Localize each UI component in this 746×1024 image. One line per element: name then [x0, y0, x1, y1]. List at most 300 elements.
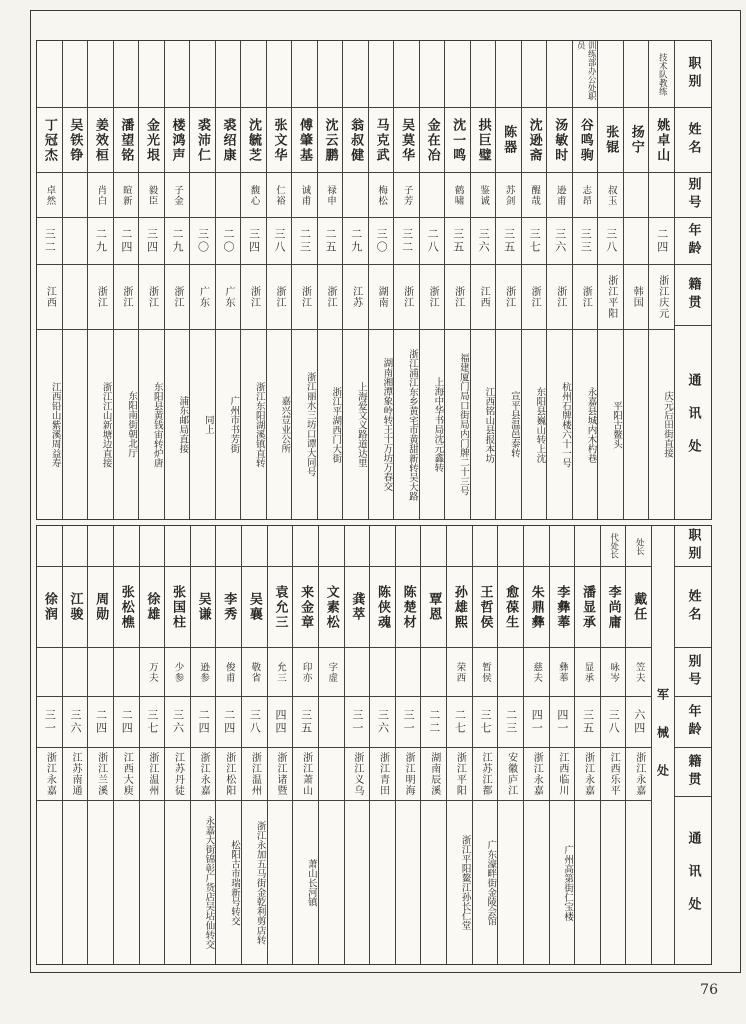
address-cell: 浙江江山新塘边直接 — [100, 381, 112, 468]
alias-cell: 慈夫 — [524, 648, 549, 697]
address-cell: 上海爱文义路道达里 — [355, 381, 367, 468]
role-cell — [524, 526, 549, 567]
origin-cell: 浙江平阳 — [447, 748, 472, 801]
alias-cell: 毅臣 — [139, 173, 164, 218]
origin-cell: 浙江 — [292, 265, 317, 330]
age-cell: 三四 — [139, 218, 164, 265]
address-cell — [601, 801, 626, 964]
origin-cell: 浙江萧山 — [293, 748, 318, 801]
address-cell: 浙江平湖西门大街 — [330, 386, 342, 463]
alias-cell: 咏岑 — [601, 648, 626, 697]
age-cell: 三六 — [471, 218, 496, 265]
header-age: 年龄 — [675, 218, 711, 265]
header-origin: 籍贯 — [675, 748, 711, 797]
origin-cell: 浙江 — [547, 265, 572, 330]
origin-cell: 江苏 — [343, 265, 368, 330]
address-cell — [319, 801, 344, 964]
role-cell — [598, 41, 623, 108]
address-cell — [498, 801, 523, 964]
alias-cell — [216, 173, 241, 218]
role-cell — [420, 41, 445, 108]
role-cell — [63, 526, 88, 567]
age-cell: 二四 — [649, 218, 674, 265]
role-cell: 训练部办公处职员 — [573, 41, 598, 108]
address-cell: 江西铭山县报本坊 — [483, 386, 495, 463]
age-cell: 二四 — [88, 697, 113, 748]
origin-cell: 浙江义乌 — [345, 748, 370, 801]
role-cell — [343, 41, 368, 108]
age-cell: 三一 — [37, 697, 62, 748]
alias-cell — [88, 648, 113, 697]
age-cell: 三〇 — [190, 218, 215, 265]
name-cell: 沈毓芝 — [241, 108, 266, 173]
name-cell: 汤敏时 — [547, 108, 572, 173]
alias-cell: 禄申 — [318, 173, 343, 218]
person-column — [393, 41, 419, 519]
alias-cell: 逊参 — [191, 648, 216, 697]
address-cell — [421, 801, 446, 964]
origin-cell: 湖南 — [369, 265, 394, 330]
address-cell: 东阳县黄钱宙转炉唐 — [151, 381, 163, 468]
name-cell: 吴谦 — [191, 567, 216, 648]
name-cell: 李彝菶 — [550, 567, 575, 648]
name-cell: 翁叔健 — [343, 108, 368, 173]
role-cell — [345, 526, 370, 567]
address-cell: 浙江浦江东乡黄宅市黄甜新转吴大路 — [406, 348, 418, 501]
alias-cell: 志昂 — [573, 173, 598, 218]
table-section-bottom — [36, 525, 712, 965]
role-cell — [319, 526, 344, 567]
person-column — [164, 526, 190, 964]
origin-cell: 湖南辰溪 — [421, 748, 446, 801]
alias-cell: 彝菶 — [550, 648, 575, 697]
name-cell: 徐雄 — [140, 567, 165, 648]
name-cell: 李尚庸 — [601, 567, 626, 648]
origin-cell: 浙江 — [445, 265, 470, 330]
origin-cell: 江苏南通 — [63, 748, 88, 801]
person-column — [318, 526, 344, 964]
name-cell: 愈葆生 — [498, 567, 523, 648]
person-column — [87, 41, 113, 519]
alias-cell: 俊甫 — [216, 648, 241, 697]
age-cell: 三七 — [140, 697, 165, 748]
person-column — [62, 526, 88, 964]
origin-cell: 浙江 — [394, 265, 419, 330]
address-cell: 浙江丽水三坊口谭大同号 — [304, 372, 316, 477]
age-cell: 三四 — [241, 218, 266, 265]
alias-cell — [190, 173, 215, 218]
role-cell — [496, 41, 521, 108]
person-column — [292, 526, 318, 964]
name-cell: 姚卓山 — [649, 108, 674, 173]
role-cell — [396, 526, 421, 567]
alias-cell: 苏剑 — [496, 173, 521, 218]
alias-cell: 诚甫 — [292, 173, 317, 218]
alias-cell — [421, 648, 446, 697]
header-name: 姓名 — [675, 108, 711, 173]
role-cell — [445, 41, 470, 108]
name-cell: 陈器 — [496, 108, 521, 173]
origin-cell: 浙江诸暨 — [268, 748, 293, 801]
person-column — [497, 526, 523, 964]
person-column — [344, 526, 370, 964]
person-column — [190, 526, 216, 964]
alias-cell — [63, 173, 88, 218]
person-column — [625, 526, 651, 964]
name-cell: 沈云鹏 — [318, 108, 343, 173]
name-cell: 沈逊斋 — [522, 108, 547, 173]
alias-cell — [114, 648, 139, 697]
name-cell: 傅肇基 — [292, 108, 317, 173]
role-cell — [575, 526, 600, 567]
role-cell — [447, 526, 472, 567]
age-cell: 三六 — [370, 697, 395, 748]
name-cell: 张国柱 — [165, 567, 190, 648]
name-cell: 张文华 — [267, 108, 292, 173]
origin-cell — [319, 748, 344, 801]
person-column — [446, 526, 472, 964]
alias-cell: 醒哉 — [522, 173, 547, 218]
name-cell: 拱巨璧 — [471, 108, 496, 173]
name-cell: 吴襄 — [242, 567, 267, 648]
name-cell: 潘望铭 — [114, 108, 139, 173]
age-cell: 三三 — [573, 218, 598, 265]
person-column — [549, 526, 575, 964]
alias-cell: 字虚 — [319, 648, 344, 697]
origin-cell: 浙江 — [573, 265, 598, 330]
person-column — [317, 41, 343, 519]
origin-cell: 广东 — [216, 265, 241, 330]
age-cell — [319, 697, 344, 748]
name-cell: 徐润 — [37, 567, 62, 648]
origin-cell: 浙江 — [318, 265, 343, 330]
address-cell: 萧山长河镇 — [305, 858, 317, 907]
age-cell: 三八 — [598, 218, 623, 265]
role-cell — [88, 41, 113, 108]
age-cell: 三六 — [63, 697, 88, 748]
alias-cell: 逊甫 — [547, 173, 572, 218]
age-cell: 三二 — [394, 218, 419, 265]
alias-cell: 鉴诚 — [471, 173, 496, 218]
address-cell — [624, 330, 649, 519]
age-cell: 三二 — [37, 218, 62, 265]
role-cell — [191, 526, 216, 567]
address-cell — [88, 801, 113, 964]
age-cell: 二八 — [420, 218, 445, 265]
name-cell: 楼鸿声 — [165, 108, 190, 173]
alias-cell: 少参 — [165, 648, 190, 697]
alias-cell: 印亦 — [293, 648, 318, 697]
role-cell — [216, 526, 241, 567]
name-cell: 马克武 — [369, 108, 394, 173]
address-cell: 杭州石牌楼六十一号 — [559, 381, 571, 468]
name-cell: 吴莫华 — [394, 108, 419, 173]
header-address: 通讯处 — [685, 373, 701, 472]
alias-cell: 暄新 — [114, 173, 139, 218]
person-column — [215, 41, 241, 519]
name-cell: 袁允三 — [268, 567, 293, 648]
person-column — [139, 526, 165, 964]
origin-cell — [63, 265, 88, 330]
person-column — [266, 41, 292, 519]
address-cell: 庆元后田街直接 — [662, 391, 673, 458]
person-column — [138, 41, 164, 519]
person-column — [241, 526, 267, 964]
header-age: 年龄 — [675, 697, 711, 748]
age-cell: 二二 — [421, 697, 446, 748]
address-cell — [268, 801, 293, 964]
address-cell: 湖南湘潭象岭转王十万坊万春交 — [381, 358, 393, 491]
age-cell: 三五 — [496, 218, 521, 265]
role-cell — [370, 526, 395, 567]
age-cell: 四四 — [268, 697, 293, 748]
address-cell — [396, 801, 421, 964]
role-cell — [550, 526, 575, 567]
role-cell — [292, 41, 317, 108]
origin-cell: 浙江青田 — [370, 748, 395, 801]
address-cell: 广州高第街仁宝楼 — [562, 844, 574, 921]
role-cell — [522, 41, 547, 108]
alias-cell: 子芳 — [394, 173, 419, 218]
header-role: 职别 — [675, 526, 711, 567]
alias-cell — [343, 173, 368, 218]
role-cell — [88, 526, 113, 567]
name-cell: 江骏 — [63, 567, 88, 648]
role-cell — [37, 526, 62, 567]
address-cell — [575, 801, 600, 964]
person-column — [623, 41, 649, 519]
role-cell — [140, 526, 165, 567]
person-column — [597, 41, 623, 519]
person-column — [291, 41, 317, 519]
alias-cell — [649, 173, 674, 218]
origin-cell: 广东 — [190, 265, 215, 330]
alias-cell: 肖白 — [88, 173, 113, 218]
name-cell: 龚萃 — [345, 567, 370, 648]
origin-cell: 浙江温州 — [242, 748, 267, 801]
alias-cell: 仁裕 — [267, 173, 292, 218]
address-cell — [626, 801, 651, 964]
header-name: 姓名 — [675, 567, 711, 648]
origin-cell: 浙江永嘉 — [575, 748, 600, 801]
address-cell — [37, 801, 62, 964]
header-origin: 籍贯 — [675, 265, 711, 326]
address-cell: 福建厦门局口街局内门牌二十三号 — [457, 353, 469, 496]
age-cell: 二七 — [447, 697, 472, 748]
person-column — [600, 526, 626, 964]
person-column — [419, 41, 445, 519]
age-cell: 二四 — [191, 697, 216, 748]
origin-cell: 浙江永嘉 — [37, 748, 62, 801]
origin-cell: 江苏江都 — [473, 748, 498, 801]
alias-cell: 荣西 — [447, 648, 472, 697]
person-column — [574, 526, 600, 964]
person-column — [546, 41, 572, 519]
address-cell: 永嘉县城内木杓巷 — [585, 386, 597, 463]
name-cell: 谷鸣驹 — [573, 108, 598, 173]
address-cell — [370, 801, 395, 964]
alias-cell — [370, 648, 395, 697]
address-cell — [524, 801, 549, 964]
alias-cell — [396, 648, 421, 697]
alias-cell: 万夫 — [140, 648, 165, 697]
person-column — [189, 41, 215, 519]
role-cell — [547, 41, 572, 108]
person-column — [648, 41, 674, 519]
role-cell — [216, 41, 241, 108]
origin-cell: 浙江松阳 — [216, 748, 241, 801]
origin-cell: 浙江兰溪 — [88, 748, 113, 801]
name-cell: 李秀 — [216, 567, 241, 648]
origin-cell: 浙江平阳 — [598, 265, 623, 330]
person-column — [472, 526, 498, 964]
origin-cell: 浙江 — [165, 265, 190, 330]
name-cell: 周勋 — [88, 567, 113, 648]
role-cell — [471, 41, 496, 108]
address-cell — [63, 801, 88, 964]
origin-cell: 江西 — [471, 265, 496, 330]
role-cell — [369, 41, 394, 108]
name-cell: 陈侠魂 — [370, 567, 395, 648]
origin-cell: 浙江 — [139, 265, 164, 330]
name-cell: 姜效桓 — [88, 108, 113, 173]
name-cell: 裘绍康 — [216, 108, 241, 173]
age-cell: 三五 — [445, 218, 470, 265]
origin-cell: 浙江 — [496, 265, 521, 330]
address-cell — [63, 330, 88, 519]
person-column — [342, 41, 368, 519]
address-cell: 江西铅山紫溪周益寿 — [49, 381, 61, 468]
address-cell: 广州市书芳街 — [228, 396, 240, 453]
name-cell: 金光垠 — [139, 108, 164, 173]
origin-cell: 江西临川 — [550, 748, 575, 801]
origin-cell: 浙江永嘉 — [626, 748, 651, 801]
alias-cell: 笠夫 — [626, 648, 651, 697]
age-cell: 二四 — [216, 697, 241, 748]
role-cell: 处长 — [626, 526, 651, 567]
role-cell — [318, 41, 343, 108]
role-cell — [421, 526, 446, 567]
name-cell: 张松樵 — [114, 567, 139, 648]
person-column — [240, 41, 266, 519]
origin-cell: 浙江 — [522, 265, 547, 330]
person-column — [395, 526, 421, 964]
name-cell: 王哲侯 — [473, 567, 498, 648]
role-cell — [114, 526, 139, 567]
person-column — [368, 41, 394, 519]
age-cell: 二四 — [114, 218, 139, 265]
origin-cell: 浙江 — [241, 265, 266, 330]
name-cell: 潘显承 — [575, 567, 600, 648]
age-cell: 三一 — [396, 697, 421, 748]
person-column — [420, 526, 446, 964]
address-cell: 浦东邮局直接 — [177, 396, 189, 453]
origin-cell: 江西大庾 — [114, 748, 139, 801]
person-column — [521, 41, 547, 519]
origin-cell: 安徽庐江 — [498, 748, 523, 801]
age-cell: 三七 — [473, 697, 498, 748]
unit-label: 军械处 — [651, 526, 674, 964]
age-cell: 四一 — [550, 697, 575, 748]
origin-cell: 浙江明海 — [396, 748, 421, 801]
role-cell — [114, 41, 139, 108]
address-cell: 东阳县巍山转上沈 — [534, 386, 546, 463]
address-cell — [345, 801, 370, 964]
origin-cell: 浙江 — [88, 265, 113, 330]
person-column — [164, 41, 190, 519]
age-cell: 三八 — [242, 697, 267, 748]
name-cell: 扬宁 — [624, 108, 649, 173]
role-cell — [268, 526, 293, 567]
origin-cell: 浙江永嘉 — [524, 748, 549, 801]
age-cell: 二三 — [292, 218, 317, 265]
name-cell: 覃恩 — [421, 567, 446, 648]
address-cell: 广东濠畔街金陵会馆 — [485, 839, 497, 926]
role-cell — [293, 526, 318, 567]
header-column-top — [674, 41, 711, 519]
age-cell: 三一 — [345, 697, 370, 748]
person-column — [572, 41, 598, 519]
name-cell: 金在冶 — [420, 108, 445, 173]
origin-cell: 浙江 — [420, 265, 445, 330]
age-cell: 三八 — [601, 697, 626, 748]
header-role: 职别 — [675, 41, 711, 108]
address-cell: 东阳南街朝北厅 — [126, 391, 138, 458]
person-column — [37, 41, 62, 519]
person-column — [62, 41, 88, 519]
name-cell: 朱鼎彝 — [524, 567, 549, 648]
alias-cell: 允三 — [268, 648, 293, 697]
age-cell — [63, 218, 88, 265]
age-cell: 二五 — [318, 218, 343, 265]
alias-cell — [624, 173, 649, 218]
person-column — [523, 526, 549, 964]
address-cell — [165, 801, 190, 964]
role-cell — [242, 526, 267, 567]
person-column — [113, 41, 139, 519]
age-cell: 二〇 — [216, 218, 241, 265]
alias-cell: 馥心 — [241, 173, 266, 218]
age-cell: 二九 — [165, 218, 190, 265]
age-cell: 六四 — [626, 697, 651, 748]
alias-cell: 鹤啸 — [445, 173, 470, 218]
person-column — [369, 526, 395, 964]
age-cell: 二三 — [498, 697, 523, 748]
origin-cell: 浙江永嘉 — [191, 748, 216, 801]
alias-cell — [345, 648, 370, 697]
role-cell — [37, 41, 62, 108]
role-cell — [473, 526, 498, 567]
origin-cell: 浙江 — [267, 265, 292, 330]
name-cell: 文素松 — [319, 567, 344, 648]
address-cell: 浙江东阳湖溪镇直转 — [253, 381, 265, 468]
origin-cell: 江西 — [37, 265, 62, 330]
name-cell: 丁冠杰 — [37, 108, 62, 173]
age-cell — [624, 218, 649, 265]
header-alias: 别号 — [675, 173, 711, 218]
person-column — [113, 526, 139, 964]
address-cell: 上海中华书局沈元鑫转 — [432, 377, 444, 472]
role-cell — [139, 41, 164, 108]
origin-cell: 江苏丹徒 — [165, 748, 190, 801]
name-cell: 陈楚材 — [396, 567, 421, 648]
age-cell: 三六 — [547, 218, 572, 265]
name-cell: 张锟 — [598, 108, 623, 173]
page-number: 76 — [700, 982, 718, 998]
age-cell: 三五 — [575, 697, 600, 748]
role-cell — [624, 41, 649, 108]
alias-cell: 敬省 — [242, 648, 267, 697]
